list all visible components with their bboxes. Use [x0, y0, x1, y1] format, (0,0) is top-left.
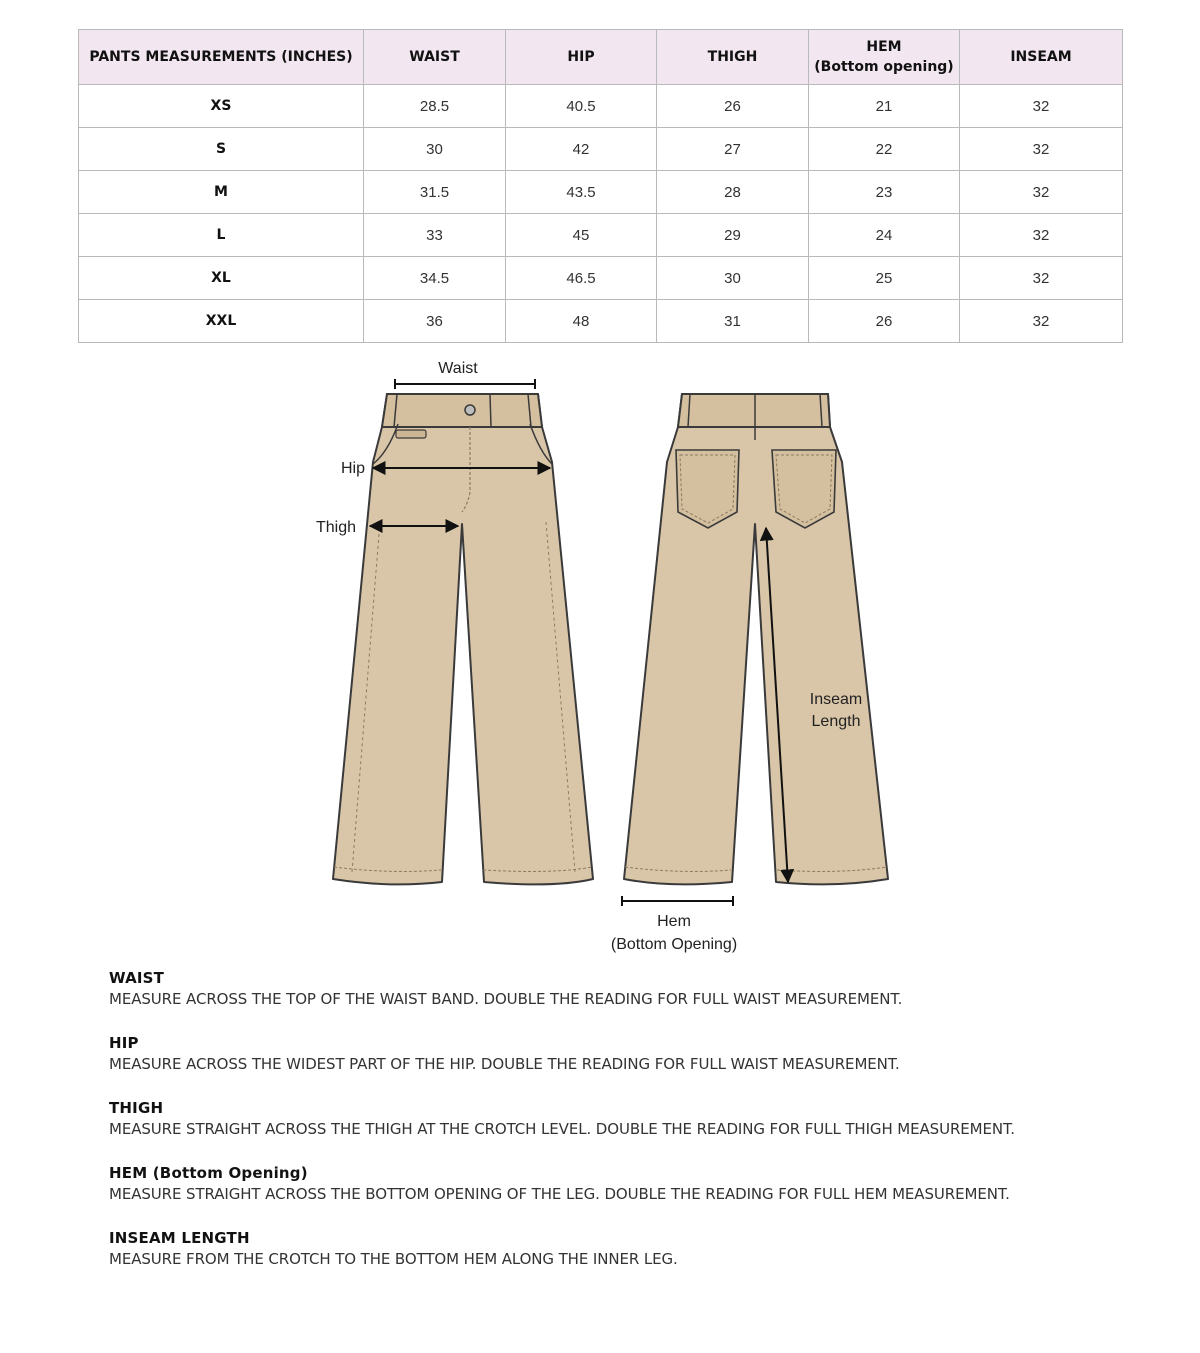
- instruction-title: THIGH: [109, 1099, 164, 1117]
- size-cell: S: [79, 128, 364, 171]
- instruction-text: MEASURE FROM THE CROTCH TO THE BOTTOM HEM ALONG THE INNER LEG.: [109, 1250, 678, 1268]
- instruction-inseam: [109, 1228, 1149, 1270]
- thigh-cell: 28: [657, 171, 809, 214]
- front-waistband: [382, 394, 542, 427]
- table-header-row: [79, 30, 1123, 85]
- table-row: [79, 85, 1123, 128]
- waist-cell: 30: [364, 128, 506, 171]
- hip-cell: 40.5: [506, 85, 657, 128]
- hip-cell: 48: [506, 300, 657, 343]
- front-button: [465, 405, 475, 415]
- hem-cell: 22: [809, 128, 960, 171]
- header-inseam: INSEAM: [960, 30, 1123, 85]
- instruction-text: MEASURE ACROSS THE TOP OF THE WAIST BAND. DOUBLE THE READING FOR FULL WAIST MEASUREMENT.: [109, 990, 903, 1008]
- instruction-hip: [109, 1033, 1149, 1075]
- instruction-text: MEASURE STRAIGHT ACROSS THE BOTTOM OPENING OF THE LEG. DOUBLE THE READING FOR FULL HEM MEASUREMENT.: [109, 1185, 1010, 1203]
- hem-measure-line: [622, 896, 733, 906]
- thigh-label: Thigh: [315, 519, 356, 536]
- thigh-cell: 30: [657, 257, 809, 300]
- header-thigh: THIGH: [657, 30, 809, 85]
- instruction-title: WAIST: [109, 969, 165, 987]
- size-cell: XS: [79, 85, 364, 128]
- hip-cell: 45: [506, 214, 657, 257]
- waist-cell: 34.5: [364, 257, 506, 300]
- table-row: [79, 300, 1123, 343]
- hip-cell: 43.5: [506, 171, 657, 214]
- header-waist: WAIST: [364, 30, 506, 85]
- hem-cell: 21: [809, 85, 960, 128]
- instruction-waist: [109, 968, 1149, 1010]
- pants-illustration: [230, 352, 970, 962]
- instruction-thigh: [109, 1098, 1149, 1140]
- header-title: PANTS MEASUREMENTS (INCHES): [79, 30, 364, 85]
- pants-back-view: [624, 394, 888, 884]
- hip-cell: 46.5: [506, 257, 657, 300]
- measurement-instructions: [109, 968, 1149, 1293]
- instruction-text: MEASURE ACROSS THE WIDEST PART OF THE HIP. DOUBLE THE READING FOR FULL WAIST MEASUREMENT.: [109, 1055, 900, 1073]
- instruction-title: HEM (Bottom Opening): [109, 1164, 308, 1182]
- back-waistband: [678, 394, 830, 427]
- size-cell: XL: [79, 257, 364, 300]
- inseam-label-line1: Inseam: [809, 691, 863, 708]
- hem-label-line1: Hem: [657, 913, 691, 930]
- hem-cell: 26: [809, 300, 960, 343]
- hem-cell: 25: [809, 257, 960, 300]
- header-hip: HIP: [506, 30, 657, 85]
- coin-pocket: [396, 430, 426, 438]
- thigh-cell: 26: [657, 85, 809, 128]
- inseam-cell: 32: [960, 257, 1123, 300]
- waist-cell: 28.5: [364, 85, 506, 128]
- waist-cell: 36: [364, 300, 506, 343]
- thigh-cell: 31: [657, 300, 809, 343]
- thigh-cell: 27: [657, 128, 809, 171]
- hem-label-line2: (Bottom Opening): [610, 936, 738, 953]
- inseam-cell: 32: [960, 85, 1123, 128]
- back-pants-body: [624, 394, 888, 884]
- waist-measure-line: [395, 379, 535, 389]
- waist-cell: 33: [364, 214, 506, 257]
- size-chart-table: [78, 29, 1123, 343]
- table-row: [79, 171, 1123, 214]
- hip-cell: 42: [506, 128, 657, 171]
- inseam-cell: 32: [960, 300, 1123, 343]
- instruction-text: MEASURE STRAIGHT ACROSS THE THIGH AT THE CROTCH LEVEL. DOUBLE THE READING FOR FULL THIGH MEASUREMENT.: [109, 1120, 1015, 1138]
- size-cell: L: [79, 214, 364, 257]
- inseam-cell: 32: [960, 128, 1123, 171]
- hem-cell: 23: [809, 171, 960, 214]
- size-cell: XXL: [79, 300, 364, 343]
- waist-label: Waist: [438, 360, 478, 377]
- inseam-cell: 32: [960, 214, 1123, 257]
- belt-loop: [490, 394, 491, 427]
- measurement-diagram: [230, 352, 970, 962]
- header-hem-sub: (Bottom opening): [814, 59, 954, 75]
- instruction-title: INSEAM LENGTH: [109, 1229, 250, 1247]
- instruction-title: HIP: [109, 1034, 139, 1052]
- table-row: [79, 128, 1123, 171]
- thigh-cell: 29: [657, 214, 809, 257]
- waist-cell: 31.5: [364, 171, 506, 214]
- table-row: [79, 214, 1123, 257]
- header-hem-label: HEM: [866, 39, 902, 55]
- inseam-cell: 32: [960, 171, 1123, 214]
- back-left-pocket: [676, 450, 739, 528]
- table-row: [79, 257, 1123, 300]
- instruction-hem: [109, 1163, 1149, 1205]
- hip-label: Hip: [340, 460, 365, 477]
- inseam-label-line2: Length: [811, 713, 861, 730]
- size-cell: M: [79, 171, 364, 214]
- header-hem: [809, 30, 960, 85]
- hem-cell: 24: [809, 214, 960, 257]
